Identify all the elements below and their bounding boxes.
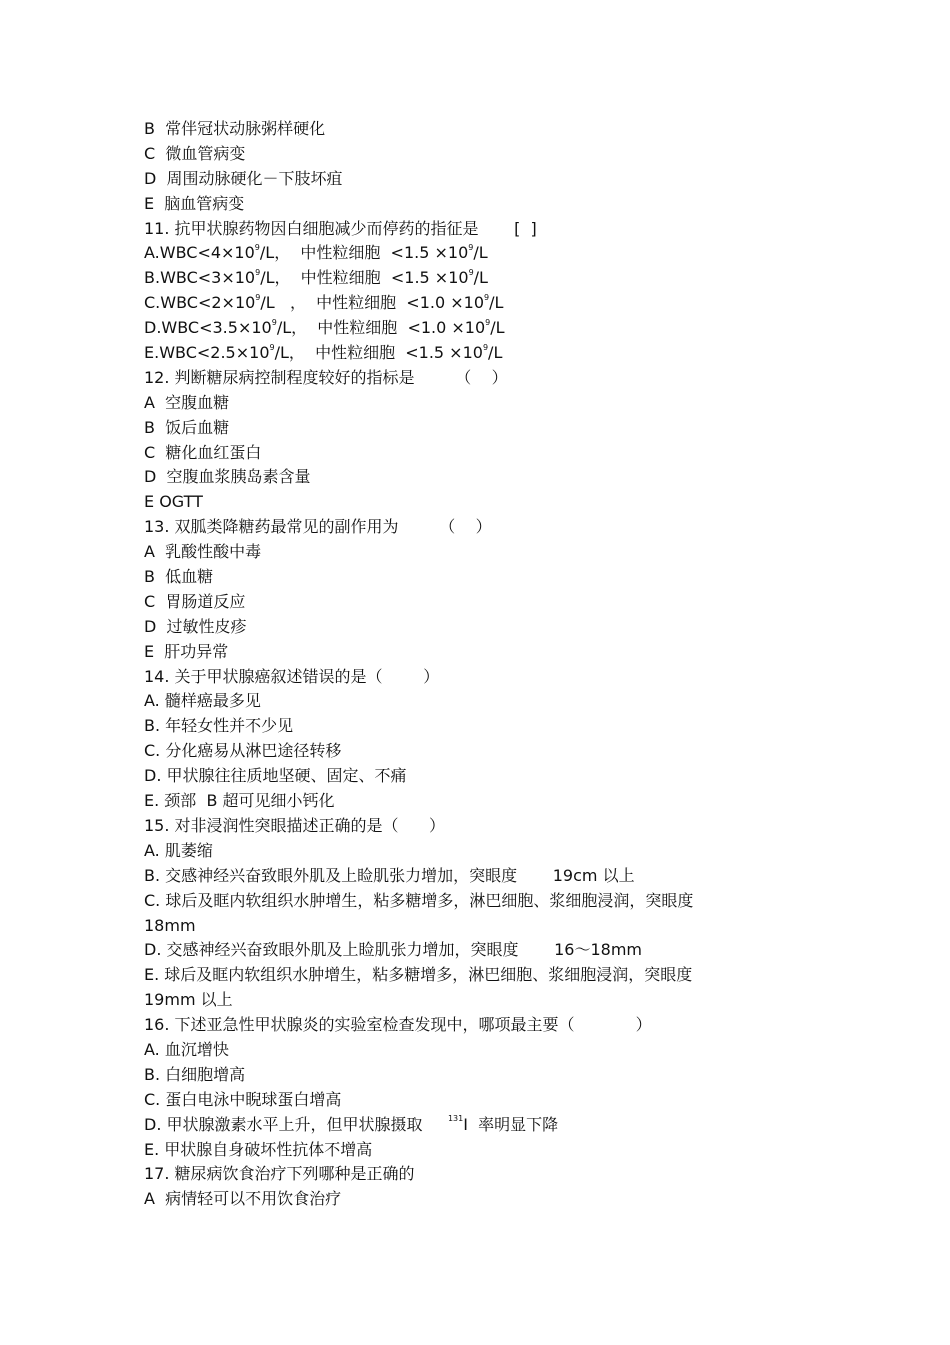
superscript: 9 [468,243,474,253]
text-line: 11. 抗甲状腺药物因白细胞减少而停药的指征是 [ ] [144,218,537,238]
text-line: $C.WBC<2\times 10^9/L$ ， 中性粒细胞 $<1.0 \times 10^9/L$ [144,292,504,313]
text-line: E. 颈部 B 超可见细小钙化 [144,791,335,811]
text-line: E 脑血管病变 [144,193,245,213]
text-line: B. 年轻女性并不少见 [144,716,294,736]
text-line: 15. 对非浸润性突眼描述正确的是（ ） [144,815,446,835]
text-line: D. 甲状腺激素水平上升，但甲状腺摄取 $^{131}$I 率明显下降 [144,1114,559,1134]
text-line: B 饭后血糖 [144,417,230,437]
text-line: 13. 双胍类降糖药最常见的副作用为 （ ） [144,517,492,537]
superscript: 9 [254,243,260,253]
text-line: B 低血糖 [144,567,214,587]
text-line: 16. 下述亚急性甲状腺炎的实验室检查发现中，哪项最主要（ ） [144,1015,652,1035]
text-line: $B.WBC<3\times 10^9/L$， 中性粒细胞 $<1.5 \times 10^9/L$ [144,268,488,288]
text-line: B 常伴冠状动脉粥样硬化 [144,119,326,138]
superscript: 9 [271,317,277,327]
text-line: 17. 糖尿病饮食治疗下列哪种是正确的 [144,1164,415,1184]
text-line: C 糖化血红蛋白 [144,442,262,462]
text-line: C 微血管病变 [144,143,246,163]
text-line: $A.WBC<4\times 10^9/L$， 中性粒细胞 $<1.5 \times 10^9/L$ [144,243,488,263]
text-line: C 胃肠道反应 [144,591,246,611]
text-line: 19mm 以上 [144,990,233,1010]
text-line: D 周围动脉硬化－下肢坏疽 [144,168,343,188]
superscript: 9 [255,292,261,302]
text-line: $D.WBC<3.5\times 10^9/L$， 中性粒细胞 $<1.0 \times 10^9/L$ [144,317,505,338]
text-line: D 过敏性皮疹 [144,616,247,636]
text-line: C. 球后及眶内软组织水肿增生，粘多糖增多，淋巴细胞、浆细胞浸润，突眼度 [144,890,694,910]
superscript: 131 [447,1114,464,1124]
text-line: 18mm [144,915,196,935]
text-line: B. 白细胞增高 [144,1064,246,1084]
text-line: A. 肌萎缩 [144,840,213,860]
superscript: 9 [269,342,275,352]
text-line: A 病情轻可以不用饮食治疗 [144,1189,342,1209]
document-page [144,117,844,1212]
text-line: A 乳酸性酸中毒 [144,542,262,562]
text-line: 12. 判断糖尿病控制程度较好的指标是 （ ） [144,367,508,387]
text-line: C. 分化癌易从淋巴途径转移 [144,741,342,761]
text-line: C. 蛋白电泳中睨球蛋白增高 [144,1089,342,1109]
text-line: A. 髓样癌最多见 [144,691,261,711]
superscript: 9 [255,268,261,278]
text-line: A. 血沉增快 [144,1039,229,1059]
superscript: 9 [468,268,474,278]
text-line: E. 甲状腺自身破坏性抗体不增高 [144,1139,373,1159]
text-line: B. 交感神经兴奋致眼外肌及上睑肌张力增加，突眼度 19cm 以上 [144,865,635,885]
text-line: D 空腹血浆胰岛素含量 [144,467,311,487]
text-line: A 空腹血糖 [144,392,230,412]
text-line: E. 球后及眶内软组织水肿增生，粘多糖增多，淋巴细胞、浆细胞浸润，突眼度 [144,965,693,985]
text-line: 14. 关于甲状腺癌叙述错误的是（ ） [144,666,440,686]
text-line: $E.WBC<2.5\times 10^9/L$， 中性粒细胞 $<1.5 \times 10^9/L$ [144,342,503,363]
superscript: 9 [485,317,491,327]
text-line: E OGTT [144,492,203,512]
text-line: E 肝功异常 [144,641,229,661]
text-line: D. 甲状腺往往质地坚硬、固定、不痛 [144,766,407,786]
text-line: D. 交感神经兴奋致眼外肌及上睑肌张力增加，突眼度 16～18mm [144,940,642,960]
superscript: 9 [484,292,490,302]
superscript: 9 [482,342,489,352]
